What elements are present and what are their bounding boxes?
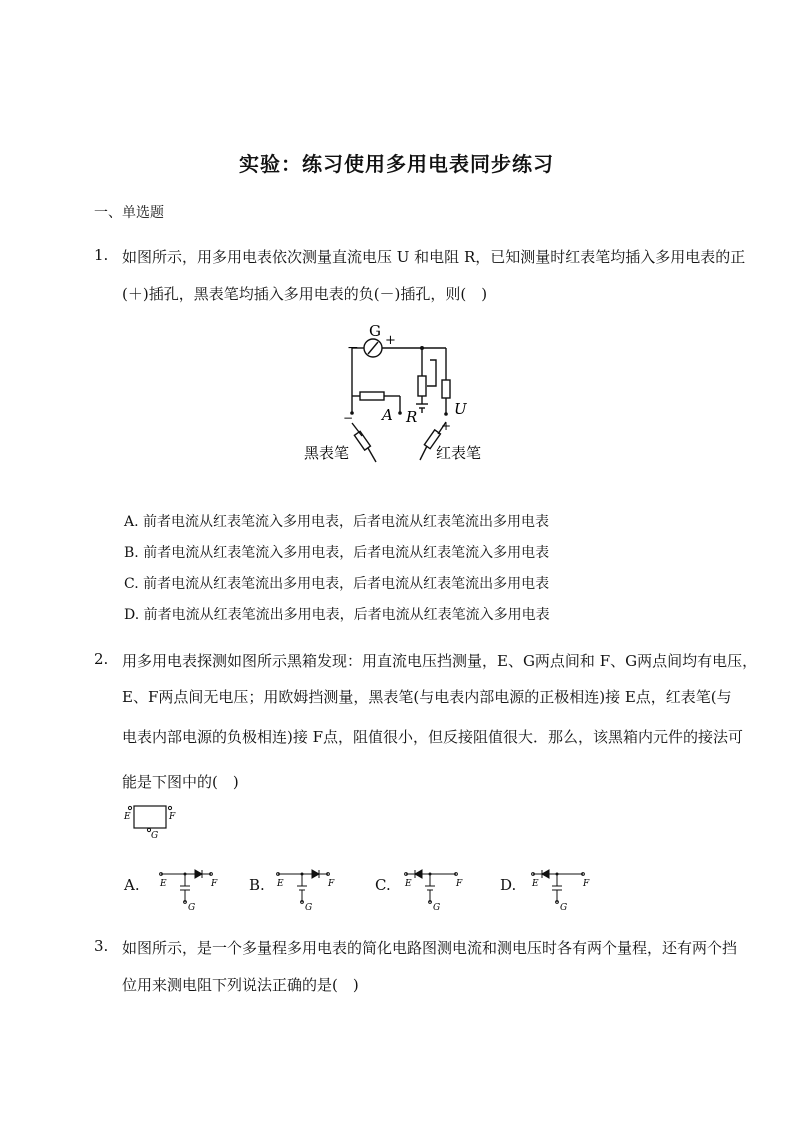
label-f: F — [456, 879, 463, 889]
question-1-line-1: 如图所示，用多用电表依次测量直流电压 U 和电阻 R，已知测量时红表笔均插入多用电表的正 — [122, 248, 746, 266]
label-e: E — [532, 879, 539, 889]
question-2-option-b[interactable]: B. — [249, 876, 265, 894]
section-heading: 一、单选题 — [94, 205, 164, 221]
label-e: E — [277, 879, 284, 889]
terminal — [398, 411, 402, 415]
question-2-black-box-figure — [120, 802, 180, 840]
question-2-option-d[interactable]: D. — [500, 876, 517, 894]
junction-dot — [420, 346, 424, 350]
question-2-line-3: 电表内部电源的负极相连)接 F点，阻值很小，但反接阻值很大．那么，该黑箱内元件的接法可 — [122, 728, 744, 746]
rheostat-arrow — [427, 360, 436, 386]
question-2-option-a[interactable]: A. — [124, 876, 140, 894]
question-2-option-c[interactable]: C. — [375, 876, 391, 894]
label-e: E — [405, 879, 412, 889]
question-2-number: 2. — [94, 650, 109, 668]
question-1-line-2: (＋)插孔，黑表笔均插入多用电表的负(－)插孔，则( ) — [122, 285, 488, 303]
question-2-line-2: E、F两点间无电压；用欧姆挡测量，黑表笔(与电表内部电源的正极相连)接 E点，红表笔(与 — [122, 688, 732, 706]
question-2-line-4: 能是下图中的( ) — [122, 773, 239, 791]
label-g: G — [305, 903, 313, 912]
question-1-option-c[interactable]: C. 前者电流从红表笔流出多用电表，后者电流从红表笔流出多用电表 — [124, 576, 550, 592]
label-g: G — [151, 831, 159, 840]
question-1-option-a[interactable]: A. 前者电流从红表笔流入多用电表，后者电流从红表笔流出多用电表 — [124, 514, 550, 530]
label-f: F — [583, 879, 590, 889]
question-1-option-d[interactable]: D. 前者电流从红表笔流出多用电表，后者电流从红表笔流入多用电表 — [124, 607, 550, 623]
label-u: U — [454, 400, 467, 418]
question-1-number: 1. — [94, 246, 109, 264]
black-probe-symbol — [354, 431, 370, 450]
resistor-u-symbol — [442, 380, 450, 398]
label-a: A — [382, 406, 393, 424]
label-probe-plus: + — [441, 419, 452, 433]
label-e: E — [124, 812, 131, 822]
label-f: F — [169, 812, 176, 822]
question-3-line-2: 位用来测电阻下列说法正确的是( ) — [122, 976, 359, 994]
option-b-circuit — [272, 862, 342, 912]
wire — [420, 446, 427, 460]
label-g: G — [369, 322, 381, 340]
terminal — [444, 412, 448, 416]
label-minus: − — [347, 340, 359, 356]
question-3-line-1: 如图所示，是一个多量程多用电表的简化电路图测电流和测电压时各有两个量程，还有两个挡 — [122, 939, 738, 957]
label-black-probe: 黑表笔 — [304, 444, 350, 462]
page-title: 实验：练习使用多用电表同步练习 — [239, 152, 554, 176]
label-plus: + — [385, 333, 396, 348]
label-g: G — [433, 903, 441, 912]
option-c-circuit — [400, 862, 470, 912]
resistor-symbol — [360, 392, 384, 400]
label-f: F — [328, 879, 335, 889]
black-box — [134, 806, 166, 828]
label-f: F — [211, 879, 218, 889]
question-3-number: 3. — [94, 937, 109, 955]
label-red-probe: 红表笔 — [436, 444, 482, 462]
label-g: G — [188, 903, 196, 912]
label-e: E — [160, 879, 167, 889]
wire — [368, 448, 376, 462]
option-a-circuit — [155, 862, 225, 912]
resistor-r-symbol — [418, 376, 426, 396]
option-d-circuit — [527, 862, 597, 912]
label-r: R — [406, 408, 418, 426]
galvanometer-needle — [368, 342, 378, 354]
question-1-circuit-figure — [296, 318, 506, 468]
question-1-option-b[interactable]: B. 前者电流从红表笔流入多用电表，后者电流从红表笔流入多用电表 — [124, 545, 550, 561]
terminal-f — [168, 806, 171, 809]
label-probe-minus: − — [343, 411, 354, 425]
terminal-e — [128, 806, 131, 809]
question-2-line-1: 用多用电表探测如图所示黑箱发现：用直流电压挡测量，E、G两点间和 F、G两点间均有电压， — [122, 652, 758, 670]
label-g: G — [560, 903, 568, 912]
